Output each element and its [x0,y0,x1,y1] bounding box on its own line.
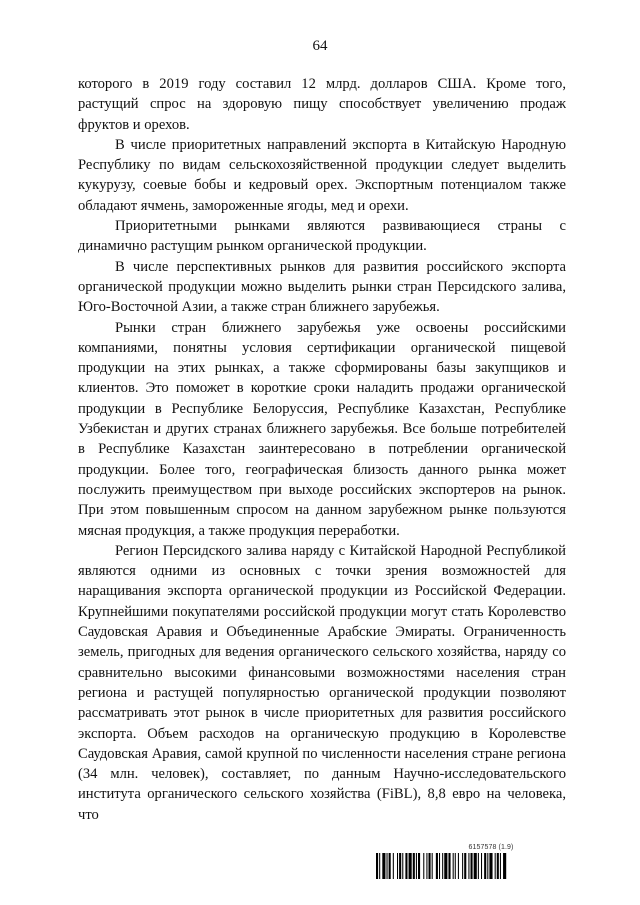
barcode-bar [442,853,443,879]
barcode-bar [416,853,417,879]
barcode-bar [409,853,412,879]
barcode-bar [426,853,427,879]
barcode-bar [423,853,424,879]
barcode-bar [495,853,496,879]
barcode-bar [478,853,479,879]
paragraph: Регион Персидского залива наряду с Китайской Народной Республикой являются одними из основных с точки зрения возможностей для наращивания экспорта органической продукции из Российской Федерации. Крупнейшими покупателями российской продукции могут стать Королевство Саудовская Аравия и Объединенные Арабские Эмираты. Ограниченность земель, пригодных для ведения органического сельского хозяйства, наряду со сравнительно высокими финансовыми возможностями населения стран региона и растущей популярностью органической продукции позволяют рассматривать этот рынок в числе приоритетных для развития российского экспорта. Объем расходов на органическую продукцию в Королевстве Саудовская Аравия, самой крупной по численности населения стране региона (34 млн. человек), составляет, по данным Научно-исследовательского института органического сельского хозяйства (FiBL), 8,8 евро на человека, что [78,542,566,823]
barcode-bar [474,853,477,879]
barcode-bar [405,853,407,879]
barcode-bar [399,853,401,879]
barcode-bar [432,853,433,879]
barcode-bar [436,853,438,879]
barcode-bar [497,853,499,879]
paragraph: которого в 2019 году составил 12 млрд. долларов США. Кроме того, растущий спрос на здоровую пищу способствует увеличению продаж фруктов и орехов. [78,76,566,133]
barcode-bar [376,853,378,879]
barcode-bar [455,853,456,879]
document-code: 6157578 (1.9) [468,844,514,851]
barcode-bar [487,853,488,879]
barcode-bar [468,853,469,879]
barcode-bar [481,853,482,879]
barcode-bar [489,853,492,879]
barcode-bar [458,853,459,879]
barcode-bar [429,853,431,879]
barcode-bar [439,853,440,879]
barcode-bar [393,853,394,879]
paragraph: Приоритетными рынками являются развивающиеся страны с динамично растущим рынком органической продукции. [78,218,566,255]
barcode-bar [402,853,403,879]
barcode-bar [448,853,450,879]
barcode-bar [389,853,391,879]
barcode-bar [453,853,454,879]
barcode-bar [484,853,486,879]
barcode-bar [464,853,466,879]
barcode-bar [413,853,415,879]
page-number: 64 [312,38,328,54]
barcode-bar [418,853,420,879]
paragraph: В числе перспективных рынков для развития российского экспорта органической продукции можно выделить рынки стран Персидского залива, Юго-Восточной Азии, а также стран ближнего зарубежья. [78,258,566,316]
paragraph: Рынки стран ближнего зарубежья уже освоены российскими компаниями, понятны условия сертификации органической пищевой продукции на этих рынках, а также сформированы базы закупщиков и клиентов. Это поможет в короткие сроки наладить продажи органической продукции в Республике Белоруссия, Республике Казахстан, Республике Узбекистан и других странах ближнего зарубежья. Все больше потребителей в Республике Казахстан заинтересовано в потреблении органической продукции. Более того, географическая близость данного рынка может послужить преимуществом при выходе российских экспортеров на рынок. При этом повышенным спросом на данном зарубежном рынке пользуются мясная продукция, а также продукция переработки. [78,319,566,539]
paragraph: В числе приоритетных направлений экспорта в Китайскую Народную Республику по видам сельскохозяйственной продукции следует выделить кукурузу, соевые бобы и кедровый орех. Экспортным потенциалом также обладают ячмень, замороженные ягоды, мед и орехи. [78,136,566,214]
barcode-bar [500,853,501,879]
barcode [376,853,566,879]
barcode-bar [503,853,506,879]
barcode-bar [462,853,463,879]
barcode-bar [397,853,398,879]
barcode-bar [387,853,388,879]
barcode-bar [382,853,385,879]
body-text [78,74,566,825]
barcode-bar [444,853,447,879]
barcode-bar [379,853,380,879]
barcode-bar [471,853,473,879]
